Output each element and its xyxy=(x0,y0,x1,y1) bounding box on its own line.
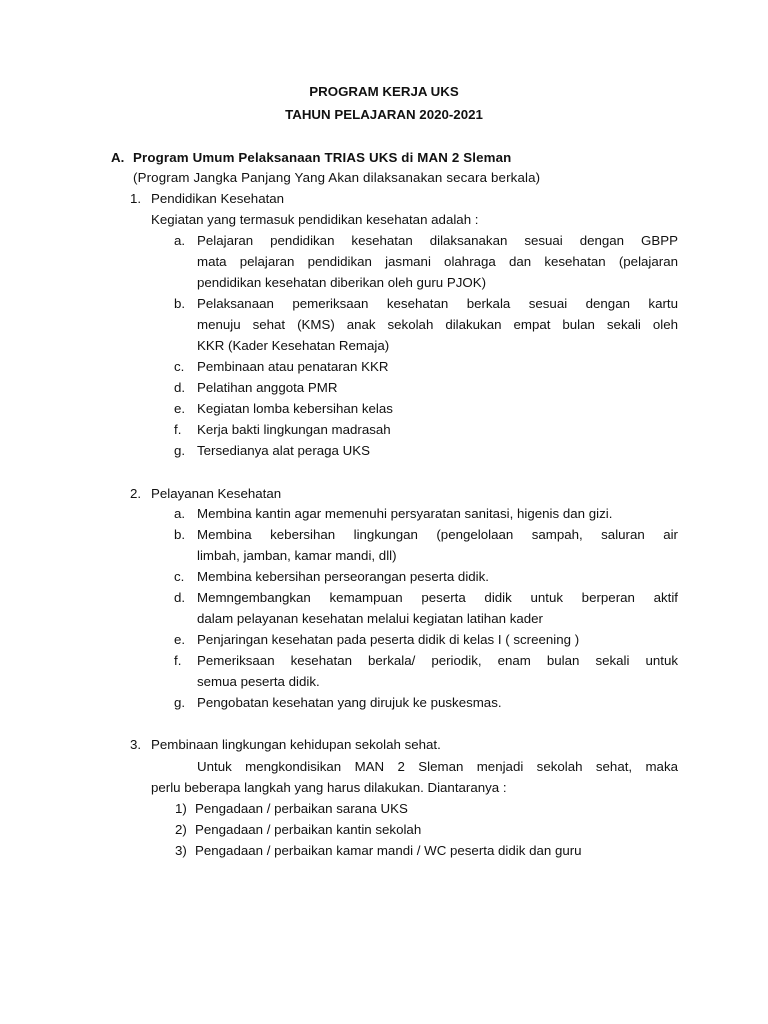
item-1e-text: Kegiatan lomba kebersihan kelas xyxy=(197,401,393,416)
item-3-paragraph-line-2: perlu beberapa langkah yang harus dilakukan. Diantaranya : xyxy=(151,780,507,795)
item-3-sub-2-marker: 2) xyxy=(175,822,187,837)
item-2-number: 2. xyxy=(130,486,142,501)
item-1b-line-2: menuju sehat (KMS) anak sekolah dilakukan empat bulan sekali oleh xyxy=(197,317,678,332)
item-1b-line-3: KKR (Kader Kesehatan Remaja) xyxy=(197,338,390,353)
item-1c-text: Pembinaan atau penataran KKR xyxy=(197,359,389,374)
item-2d-line-2: dalam pelayanan kesehatan melalui kegiatan latihan kader xyxy=(197,611,543,626)
item-2f-line-2: semua peserta didik. xyxy=(197,674,320,689)
item-2g-text: Pengobatan kesehatan yang dirujuk ke puskesmas. xyxy=(197,695,502,710)
item-2b-line-1: Membina kebersihan lingkungan (pengelolaan sampah, saluran air xyxy=(197,527,678,542)
item-1d-text: Pelatihan anggota PMR xyxy=(197,380,338,395)
item-2d-marker: d. xyxy=(174,590,186,605)
item-2f-marker: f. xyxy=(174,653,182,668)
item-2b-marker: b. xyxy=(174,527,186,542)
item-2c-marker: c. xyxy=(174,569,185,584)
item-3-sub-2-text: Pengadaan / perbaikan kantin sekolah xyxy=(195,822,422,837)
item-3-title: Pembinaan lingkungan kehidupan sekolah sehat. xyxy=(151,737,441,752)
item-1g-text: Tersedianya alat peraga UKS xyxy=(197,443,370,458)
item-1a-line-2: mata pelajaran pendidikan jasmani olahraga dan kesehatan (pelajaran xyxy=(197,254,678,269)
item-2e-text: Penjaringan kesehatan pada peserta didik di kelas I ( screening ) xyxy=(197,632,580,647)
section-a-marker: A. xyxy=(111,150,125,165)
item-1g-marker: g. xyxy=(174,443,186,458)
item-2a-text: Membina kantin agar memenuhi persyaratan sanitasi, higenis dan gizi. xyxy=(197,506,613,521)
item-2d-line-1: Memngembangkan kemampuan peserta didik untuk berperan aktif xyxy=(197,590,678,605)
section-a-heading: Program Umum Pelaksanaan TRIAS UKS di MAN 2 Sleman xyxy=(133,150,512,165)
item-1c-marker: c. xyxy=(174,359,185,374)
item-2f-line-1: Pemeriksaan kesehatan berkala/ periodik, enam bulan sekali untuk xyxy=(197,653,678,668)
item-2-title: Pelayanan Kesehatan xyxy=(151,486,282,501)
item-1e-marker: e. xyxy=(174,401,186,416)
item-1-number: 1. xyxy=(130,191,142,206)
item-1a-marker: a. xyxy=(174,233,186,248)
item-1-intro: Kegiatan yang termasuk pendidikan kesehatan adalah : xyxy=(151,212,479,227)
item-3-number: 3. xyxy=(130,737,142,752)
item-1b-line-1: Pelaksanaan pemeriksaan kesehatan berkala sesuai dengan kartu xyxy=(197,296,678,311)
item-2b-line-2: limbah, jamban, kamar mandi, dll) xyxy=(197,548,397,563)
item-2g-marker: g. xyxy=(174,695,186,710)
item-3-sub-1-marker: 1) xyxy=(175,801,187,816)
item-1f-marker: f. xyxy=(174,422,182,437)
item-3-paragraph-line-1: Untuk mengkondisikan MAN 2 Sleman menjadi sekolah sehat, maka xyxy=(197,759,678,774)
item-3-sub-3-text: Pengadaan / perbaikan kamar mandi / WC peserta didik dan guru xyxy=(195,843,582,858)
item-1b-marker: b. xyxy=(174,296,186,311)
item-3-sub-1-text: Pengadaan / perbaikan sarana UKS xyxy=(195,801,408,816)
item-1a-line-3: pendidikan kesehatan diberikan oleh guru PJOK) xyxy=(197,275,487,290)
item-3-sub-3-marker: 3) xyxy=(175,843,187,858)
item-1a-line-1: Pelajaran pendidikan kesehatan dilaksanakan sesuai dengan GBPP xyxy=(197,233,678,248)
item-1d-marker: d. xyxy=(174,380,186,395)
item-1-title: Pendidikan Kesehatan xyxy=(151,191,285,206)
item-1f-text: Kerja bakti lingkungan madrasah xyxy=(197,422,391,437)
item-2e-marker: e. xyxy=(174,632,186,647)
item-2a-marker: a. xyxy=(174,506,186,521)
item-2c-text: Membina kebersihan perseorangan peserta didik. xyxy=(197,569,489,584)
title-line-2: TAHUN PELAJARAN 2020-2021 xyxy=(285,107,483,122)
title-line-1: PROGRAM KERJA UKS xyxy=(309,84,459,99)
section-a-subheading: (Program Jangka Panjang Yang Akan dilaksanakan secara berkala) xyxy=(133,170,541,185)
